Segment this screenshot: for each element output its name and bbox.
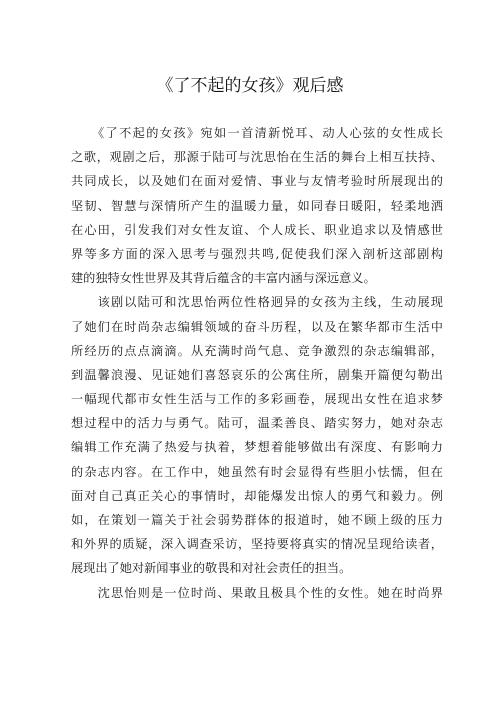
text-line: 展现出了她对新闻事业的敬畏和对社会责任的担当。 [71, 561, 352, 576]
paragraph [71, 121, 443, 290]
text-line: 想过程中的活力与勇气。陆可，温柔善良、踏实努力，她对杂志 [71, 416, 443, 431]
text-line: 所经历的点点滴滴。从充满时尚气息、竞争激烈的杂志编辑部， [71, 343, 443, 358]
text-line: 《了不起的女孩》宛如一首清新悦耳、动人心弦的女性成长 [71, 126, 443, 140]
text-line: 面对自己真正关心的事情时，却能爆发出惊人的勇气和毅力。例 [71, 488, 443, 503]
text-line: 在心田，引发我们对女性友谊、个人成长、职业追求以及情感世 [71, 222, 443, 237]
text-line: 的杂志内容。在工作中，她虽然有时会显得有些胆小怯懦，但在 [71, 464, 443, 479]
text-line: 该剧以陆可和沈思怡两位性格迥异的女孩为主线，生动展现 [71, 295, 443, 310]
text-line: 编辑工作充满了热爱与执着，梦想着能够做出有深度、有影响力 [71, 440, 443, 455]
paragraph [71, 290, 443, 580]
text-line: 和外界的质疑，深入调查采访，坚持要将真实的情况呈现给读者， [71, 537, 443, 552]
text-line: 了她们在时尚杂志编辑领域的奋斗历程，以及在繁华都市生活中 [71, 319, 443, 334]
text-line: 到温馨浪漫、见证她们喜怒哀乐的公寓住所，剧集开篇便勾勒出 [71, 367, 443, 382]
text-line: 共同成长，以及她们在面对爱情、事业与友情考验时所展现出的 [71, 174, 443, 189]
text-line: 沈思怡则是一位时尚、果敢且极具个性的女性。她在时尚界 [71, 585, 443, 600]
text-line: 如，在策划一篇关于社会弱势群体的报道时，她不顾上级的压力 [71, 513, 443, 527]
paragraph [71, 581, 443, 605]
text-line: 建的独特女性世界及其背后蕴含的丰富内涵与深远意义。 [71, 271, 376, 286]
text-line: 坚韧、智慧与深情所产生的温暖力量，如同春日暖阳，轻柔地洒 [71, 198, 443, 213]
text-line: 一幅现代都市女性生活与工作的多彩画卷，展现出女性在追求梦 [71, 392, 443, 407]
document-title: 《了不起的女孩》观后感 [156, 76, 344, 96]
text-line: 之歌，观剧之后，那源于陆可与沈思怡在生活的舞台上相互扶持、 [71, 150, 443, 165]
document-body [71, 121, 443, 605]
text-line: 界等多方面的深入思考与强烈共鸣,促使我们深入剖析这部剧构 [71, 246, 443, 261]
